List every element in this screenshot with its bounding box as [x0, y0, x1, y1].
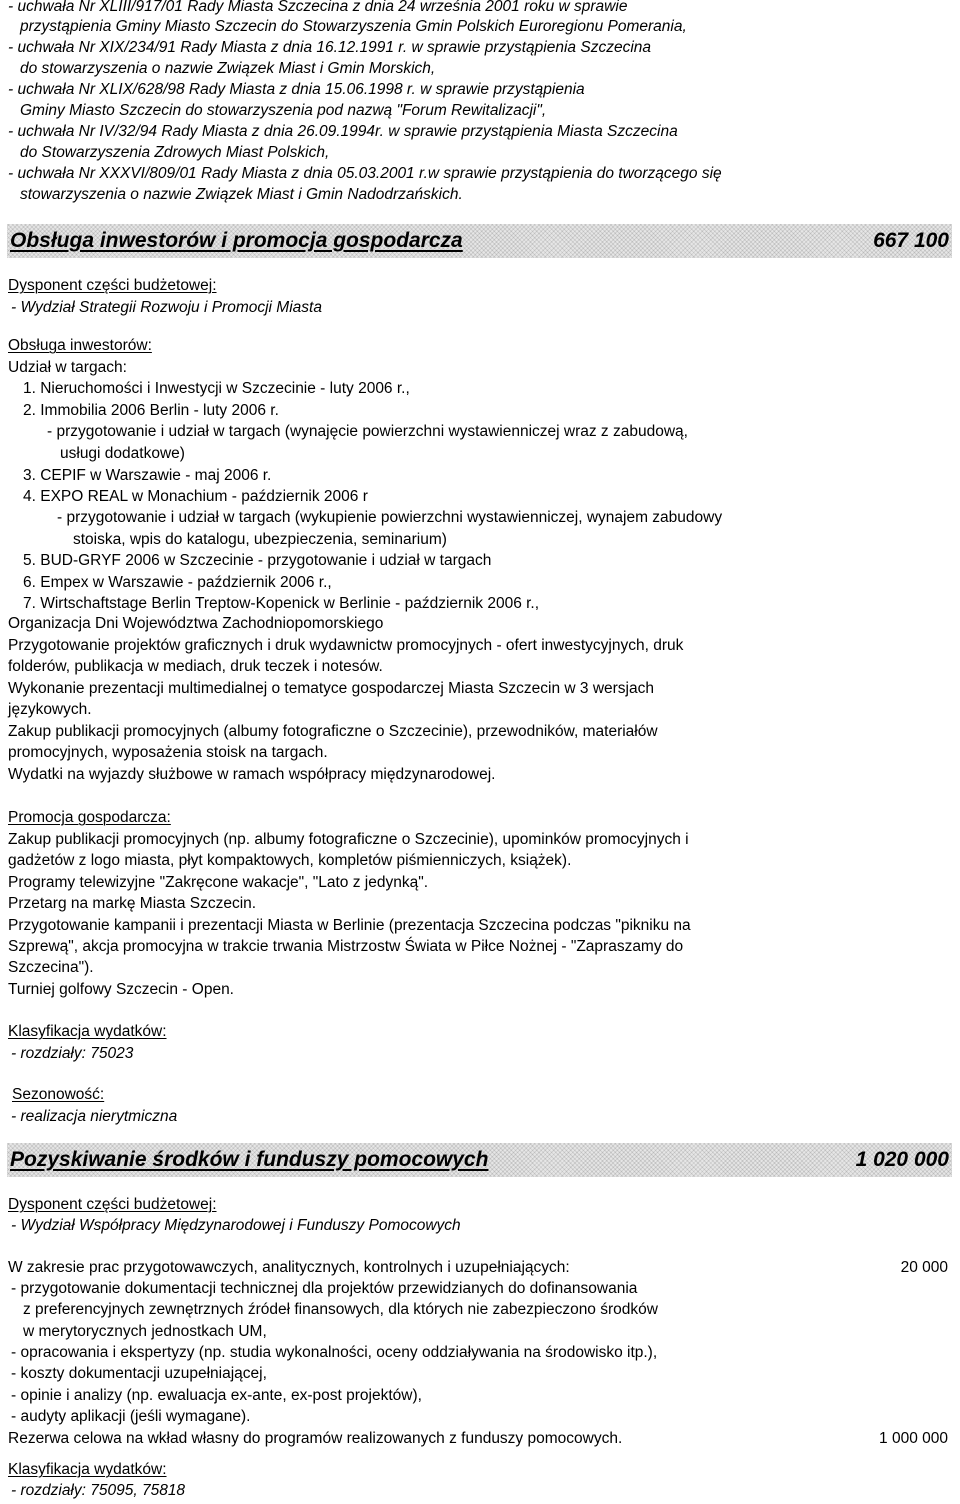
resolution-line: do Stowarzyszenia Zdrowych Miast Polskich, [20, 144, 330, 161]
list-item: 4. EXPO REAL w Monachium - październik 2006 r [23, 488, 368, 505]
list-item: Wykonanie prezentacji multimedialnej o tematyce gospodarczej Miasta Szczecin w 3 wersjach [8, 680, 654, 697]
resolution-line: Gminy Miasto Szczecin do stowarzyszenia pod nazwą "Forum Rewitalizacji", [20, 102, 547, 119]
list-item: Turniej golfowy Szczecin - Open. [8, 981, 234, 998]
seasonality-value: - realizacja nierytmiczna [11, 1108, 178, 1125]
resolution-line: - uchwała Nr XXXVI/809/01 Rady Miasta z dnia 05.03.2001 r.w sprawie przystąpienia do tworzącego się [8, 165, 722, 182]
promo-label: Promocja gospodarcza: [8, 809, 171, 826]
resolution-line: - uchwała Nr IV/32/94 Rady Miasta z dnia 26.09.1994r. w sprawie przystąpienia Miasta Szczecina [8, 123, 678, 140]
list-item: - opracowania i ekspertyzy (np. studia wykonalności, oceny oddziaływania na środowisko itp.), [11, 1344, 658, 1361]
list-item: - przygotowanie i udział w targach (wynajęcie powierzchni wystawienniczej wraz z zabudową, [47, 423, 688, 440]
reserve-amount: 1 000 000 [879, 1430, 948, 1447]
list-item: Przetarg na markę Miasta Szczecin. [8, 895, 257, 912]
section-amount: 667 100 [873, 229, 949, 252]
list-item: 1. Nieruchomości i Inwestycji w Szczecinie - luty 2006 r., [23, 380, 410, 397]
list-item: 2. Immobilia 2006 Berlin - luty 2006 r. [23, 402, 279, 419]
resolution-line: do stowarzyszenia o nazwie Związek Miast i Gmin Morskich, [20, 60, 436, 77]
list-item: językowych. [8, 701, 92, 718]
resolution-line: przystąpienia Gminy Miasto Szczecin do Stowarzyszenia Gmin Polskich Euroregionu Pomerania, [20, 18, 687, 35]
list-item: Szprewą", akcja promocyjna w trakcie trwania Mistrzostw Świata w Piłce Nożnej - "Zapraszamy do [8, 938, 684, 955]
resolution-line: stowarzyszenia o nazwie Związek Miast i Gmin Nadodrzańskich. [20, 186, 463, 203]
section-amount: 1 020 000 [855, 1148, 949, 1171]
resolution-line: - uchwała Nr XLIX/628/98 Rady Miasta z dnia 15.06.1998 r. w sprawie przystąpienia [8, 81, 585, 98]
list-item: Wydatki na wyjazdy służbowe w ramach współpracy międzynarodowej. [8, 766, 496, 783]
list-item: 3. CEPIF w Warszawie - maj 2006 r. [23, 467, 272, 484]
list-item: - opinie i analizy (np. ewaluacja ex-ante, ex-post projektów), [11, 1387, 422, 1404]
disponent-value: - Wydział Strategii Rozwoju i Promocji Miasta [11, 299, 322, 316]
list-item: 6. Empex w Warszawie - październik 2006 r., [23, 574, 332, 591]
list-item: - koszty dokumentacji uzupełniającej, [11, 1365, 267, 1382]
list-item: - audyty aplikacji (jeśli wymagane). [11, 1408, 251, 1425]
list-item: folderów, publikacja w mediach, druk teczek i notesów. [8, 658, 383, 675]
list-item: Zakup publikacji promocyjnych (np. albumy fotograficzne o Szczecinie), upominków promocyjnych i [8, 831, 689, 848]
prep-line: W zakresie prac przygotowawczych, analitycznych, kontrolnych i uzupełniających: [8, 1259, 570, 1276]
section-title: Pozyskiwanie środków i funduszy pomocowych [10, 1148, 489, 1171]
list-item: Szczecina"). [8, 959, 94, 976]
list-item: - przygotowanie i udział w targach (wykupienie powierzchni wystawienniczej, wynajem zabudowy [57, 509, 723, 526]
list-item: Zakup publikacji promocyjnych (albumy fotograficzne o Szczecinie), przewodników, materiałów [8, 723, 658, 740]
list-item: w merytorycznych jednostkach UM, [23, 1323, 267, 1340]
list-item: Przygotowanie projektów graficznych i druk wydawnictw promocyjnych - ofert inwestycyjnych, druk [8, 637, 684, 654]
list-item: stoiska, wpis do katalogu, ubezpieczenia, seminarium) [73, 531, 447, 548]
list-item: promocyjnych, wyposażenia stoisk na targach. [8, 744, 328, 761]
classification-label: Klasyfikacja wydatków: [8, 1023, 167, 1040]
resolution-line: - uchwała Nr XLIII/917/01 Rady Miasta Szczecina z dnia 24 września 2001 roku w sprawie [8, 0, 628, 15]
classification-value: - rozdziały: 75023 [11, 1045, 134, 1062]
list-item: - przygotowanie dokumentacji technicznej dla projektów przewidzianych do dofinansowania [11, 1280, 638, 1297]
reserve-line: Rezerwa celowa na wkład własny do programów realizowanych z funduszy pomocowych. [8, 1430, 623, 1447]
list-item: Przygotowanie kampanii i prezentacji Miasta w Berlinie (prezentacja Szczecina podczas "pikniku na [8, 917, 691, 934]
classification-value: - rozdziały: 75095, 75818 [11, 1482, 186, 1499]
section-banner-investors [7, 224, 952, 258]
fairs-label: Udział w targach: [8, 359, 127, 376]
list-item: usługi dodatkowe) [60, 445, 185, 462]
list-item: 7. Wirtschaftstage Berlin Treptow-Kopenick w Berlinie - październik 2006 r., [23, 595, 540, 612]
list-item: Organizacja Dni Województwa Zachodniopomorskiego [8, 615, 384, 632]
disponent-value: - Wydział Współpracy Międzynarodowej i Funduszy Pomocowych [11, 1217, 461, 1234]
list-item: 5. BUD-GRYF 2006 w Szczecinie - przygotowanie i udział w targach [23, 552, 492, 569]
classification-label: Klasyfikacja wydatków: [8, 1461, 167, 1478]
resolution-line: - uchwała Nr XIX/234/91 Rady Miasta z dnia 16.12.1991 r. w sprawie przystąpienia Szczecina [8, 39, 652, 56]
list-item: z preferencyjnych zewnętrznych źródeł finansowych, dla których nie zabezpieczono środków [23, 1301, 658, 1318]
list-item: gadżetów z logo miasta, płyt kompaktowych, kompletów piśmienniczych, książek). [8, 852, 572, 869]
section-banner-funds [7, 1143, 952, 1177]
list-item: Programy telewizyjne "Zakręcone wakacje", "Lato z jedynką". [8, 874, 429, 891]
investors-label: Obsługa inwestorów: [8, 337, 152, 354]
prep-amount: 20 000 [900, 1259, 948, 1276]
disponent-label: Dysponent części budżetowej: [8, 277, 217, 294]
seasonality-label: Sezonowość: [12, 1086, 105, 1103]
section-title: Obsługa inwestorów i promocja gospodarcza [10, 229, 463, 252]
disponent-label: Dysponent części budżetowej: [8, 1196, 217, 1213]
